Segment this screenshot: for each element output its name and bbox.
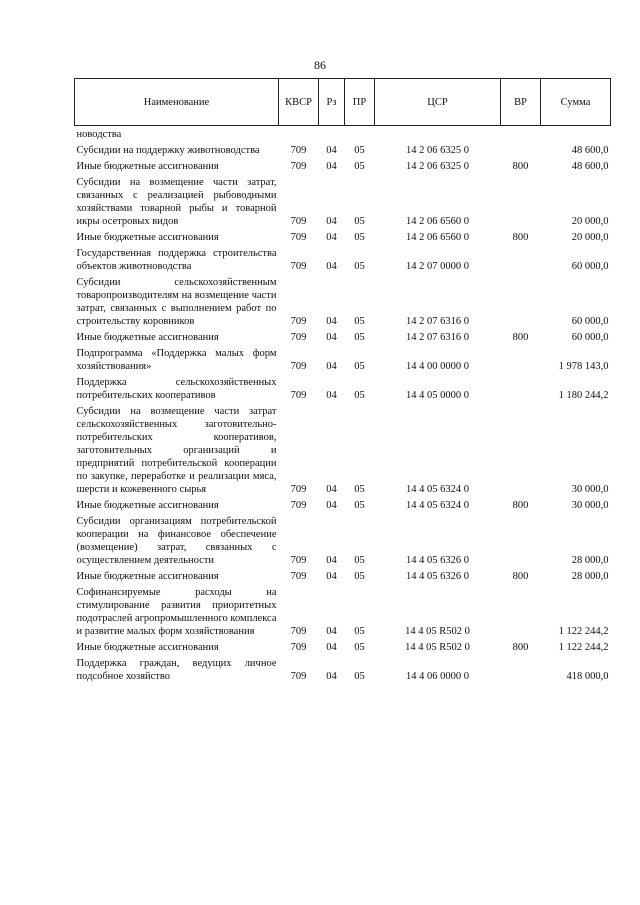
row-name: новодства [76, 129, 122, 140]
row-rz: 04 [326, 316, 337, 327]
row-vr [501, 655, 541, 684]
row-pr: 05 [354, 145, 365, 156]
row-sum: 28 000,0 [571, 571, 609, 582]
row-name: Иные бюджетные ассигнования [76, 161, 219, 172]
row-kvsr: 709 [290, 261, 307, 272]
row-kvsr: 709 [290, 390, 307, 401]
table-row [75, 245, 611, 274]
header-kvsr: КВСР [279, 79, 319, 126]
row-kvsr: 709 [290, 500, 307, 511]
row-rz: 04 [326, 361, 337, 372]
table-row [75, 513, 611, 568]
row-vr [501, 174, 541, 229]
row-csr: 14 4 06 0000 0 [406, 671, 469, 682]
row-name: Субсидии сельскохозяйственным товаропроизводителям на возмещение части затрат, связанных с выполнением работ по строительству коровников [76, 277, 277, 327]
row-sum: 1 122 244,2 [558, 642, 609, 653]
row-rz: 04 [326, 626, 337, 637]
row-vr [501, 274, 541, 329]
row-csr: 14 2 06 6325 0 [406, 145, 469, 156]
row-vr [501, 513, 541, 568]
budget-table [74, 78, 611, 684]
header-csr: ЦСР [375, 79, 501, 126]
row-kvsr: 709 [290, 361, 307, 372]
table-row [75, 158, 611, 174]
row-rz: 04 [326, 642, 337, 653]
row-rz: 04 [326, 216, 337, 227]
row-sum: 1 122 244,2 [558, 626, 609, 637]
row-pr: 05 [354, 361, 365, 372]
table-row [75, 568, 611, 584]
row-name: Государственная поддержка строительства объектов животноводства [76, 248, 277, 272]
table-row [75, 584, 611, 639]
table-header-row [75, 79, 611, 126]
row-pr: 05 [354, 216, 365, 227]
row-vr: 800 [512, 642, 529, 653]
row-pr: 05 [354, 626, 365, 637]
row-sum: 20 000,0 [571, 232, 609, 243]
row-kvsr: 709 [290, 571, 307, 582]
table-row [75, 345, 611, 374]
row-pr: 05 [354, 332, 365, 343]
row-vr: 800 [512, 232, 529, 243]
row-name: Субсидии на возмещение части затрат сельскохозяйственных заготовительно-потребительских кооперативов, заготовительных организаций и предприятий потребительской кооперации по закупке, переработке и реализации мяса, шерсти и кожевенного сырья [76, 406, 277, 495]
row-pr: 05 [354, 671, 365, 682]
row-sum: 48 600,0 [571, 145, 609, 156]
header-pr: ПР [345, 79, 375, 126]
row-name: Иные бюджетные ассигнования [76, 571, 219, 582]
row-name: Субсидии на возмещение части затрат, связанных с реализацией рыбоводными хозяйствами товарной рыбы и товарной икры осетровых видов [76, 177, 277, 227]
row-name: Иные бюджетные ассигнования [76, 642, 219, 653]
row-name: Иные бюджетные ассигнования [76, 332, 219, 343]
row-csr: 14 2 06 6560 0 [406, 216, 469, 227]
table-row [75, 329, 611, 345]
row-sum: 60 000,0 [571, 316, 609, 327]
row-rz: 04 [326, 500, 337, 511]
row-vr [501, 403, 541, 497]
row-pr [345, 126, 375, 143]
row-csr: 14 4 05 6324 0 [406, 500, 469, 511]
row-kvsr [279, 126, 319, 143]
row-name: Подпрограмма «Поддержка малых форм хозяйствования» [76, 348, 277, 372]
table-row [75, 229, 611, 245]
row-sum: 20 000,0 [571, 216, 609, 227]
row-sum: 1 180 244,2 [558, 390, 609, 401]
row-vr [501, 126, 541, 143]
row-csr: 14 4 05 0000 0 [406, 390, 469, 401]
table-row [75, 142, 611, 158]
row-rz: 04 [326, 145, 337, 156]
table-row [75, 274, 611, 329]
table-row [75, 497, 611, 513]
row-csr: 14 4 05 R502 0 [405, 626, 470, 637]
page-number: 86 [314, 58, 326, 72]
row-pr: 05 [354, 571, 365, 582]
row-name: Поддержка сельскохозяйственных потребительских кооперативов [76, 377, 277, 401]
row-rz [319, 126, 345, 143]
row-pr: 05 [354, 484, 365, 495]
row-sum: 418 000,0 [566, 671, 609, 682]
table-row [75, 403, 611, 497]
row-csr: 14 2 07 6316 0 [406, 332, 469, 343]
row-vr [501, 142, 541, 158]
row-name: Иные бюджетные ассигнования [76, 500, 219, 511]
table-row [75, 374, 611, 403]
row-name: Субсидии на поддержку животноводства [76, 145, 260, 156]
table-row [75, 655, 611, 684]
row-rz: 04 [326, 161, 337, 172]
row-csr: 14 2 06 6325 0 [406, 161, 469, 172]
row-pr: 05 [354, 642, 365, 653]
row-sum: 60 000,0 [571, 332, 609, 343]
row-sum: 30 000,0 [571, 484, 609, 495]
row-csr: 14 4 05 6326 0 [406, 571, 469, 582]
row-kvsr: 709 [290, 626, 307, 637]
row-vr: 800 [512, 571, 529, 582]
row-kvsr: 709 [290, 161, 307, 172]
header-vr: ВР [501, 79, 541, 126]
row-kvsr: 709 [290, 555, 307, 566]
row-sum: 60 000,0 [571, 261, 609, 272]
row-kvsr: 709 [290, 332, 307, 343]
row-csr: 14 4 00 0000 0 [406, 361, 469, 372]
row-vr: 800 [512, 500, 529, 511]
row-sum: 48 600,0 [571, 161, 609, 172]
row-csr: 14 4 05 6324 0 [406, 484, 469, 495]
row-vr [501, 245, 541, 274]
row-vr: 800 [512, 332, 529, 343]
row-sum [541, 126, 611, 143]
row-sum: 28 000,0 [571, 555, 609, 566]
row-vr [501, 345, 541, 374]
row-rz: 04 [326, 261, 337, 272]
row-rz: 04 [326, 332, 337, 343]
row-name: Иные бюджетные ассигнования [76, 232, 219, 243]
row-csr: 14 2 06 6560 0 [406, 232, 469, 243]
row-pr: 05 [354, 500, 365, 511]
row-rz: 04 [326, 555, 337, 566]
row-pr: 05 [354, 161, 365, 172]
row-kvsr: 709 [290, 671, 307, 682]
row-pr: 05 [354, 232, 365, 243]
header-rz: Рз [319, 79, 345, 126]
row-pr: 05 [354, 316, 365, 327]
row-kvsr: 709 [290, 145, 307, 156]
row-pr: 05 [354, 390, 365, 401]
row-csr [375, 126, 501, 143]
row-vr: 800 [512, 161, 529, 172]
row-name: Субсидии организациям потребительской кооперации на финансовое обеспечение (возмещение) затрат, связанных с осуществлением деятельности [76, 516, 277, 566]
row-csr: 14 2 07 0000 0 [406, 261, 469, 272]
row-rz: 04 [326, 390, 337, 401]
row-kvsr: 709 [290, 216, 307, 227]
row-csr: 14 2 07 6316 0 [406, 316, 469, 327]
row-rz: 04 [326, 671, 337, 682]
row-vr [501, 374, 541, 403]
header-name: Наименование [75, 79, 279, 126]
header-sum: Сумма [541, 79, 611, 126]
row-pr: 05 [354, 261, 365, 272]
row-csr: 14 4 05 R502 0 [405, 642, 470, 653]
table-row [75, 174, 611, 229]
row-rz: 04 [326, 232, 337, 243]
row-sum: 30 000,0 [571, 500, 609, 511]
row-pr: 05 [354, 555, 365, 566]
table-row [75, 639, 611, 655]
table-row [75, 126, 611, 143]
row-csr: 14 4 05 6326 0 [406, 555, 469, 566]
row-name: Софинансируемые расходы на стимулирование развития приоритетных подотраслей агропромышленного комплекса и развитие малых форм хозяйствования [76, 587, 277, 637]
row-kvsr: 709 [290, 316, 307, 327]
row-sum: 1 978 143,0 [558, 361, 609, 372]
row-kvsr: 709 [290, 232, 307, 243]
row-kvsr: 709 [290, 642, 307, 653]
row-kvsr: 709 [290, 484, 307, 495]
row-vr [501, 584, 541, 639]
row-rz: 04 [326, 571, 337, 582]
row-rz: 04 [326, 484, 337, 495]
row-name: Поддержка граждан, ведущих личное подсобное хозяйство [76, 658, 277, 682]
